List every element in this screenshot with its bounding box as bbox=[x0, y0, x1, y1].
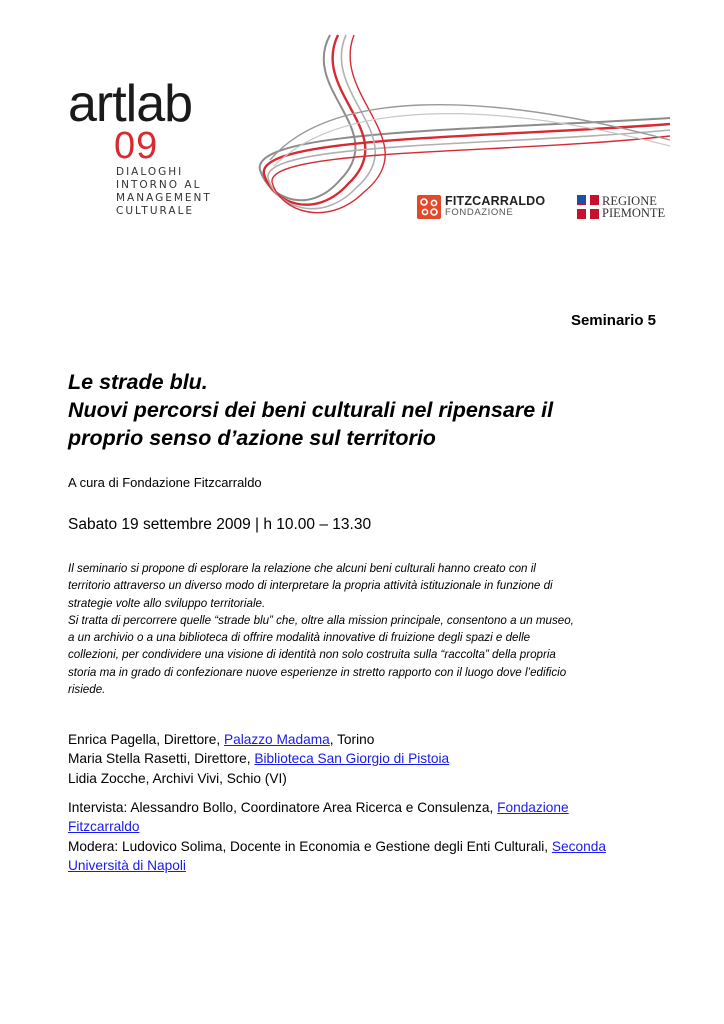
page-title bbox=[68, 368, 668, 452]
palazzo-madama-link[interactable]: Palazzo Madama bbox=[223, 732, 330, 747]
fitzcarraldo-icon bbox=[417, 195, 441, 219]
description-line: territorio attraverso un diverso modo di interpretare la propria attività istituzionale in funzione di bbox=[68, 579, 553, 593]
event-date: Sabato 19 settembre 2009 | h 10.00 – 13.30 bbox=[68, 516, 372, 533]
logo-tagline bbox=[116, 166, 212, 218]
curator: A cura di Fondazione Fitzcarraldo bbox=[68, 475, 262, 490]
description bbox=[68, 560, 668, 698]
fitzcarraldo-name: FITZCARRALDO bbox=[445, 194, 546, 208]
title-line: proprio senso d’azione sul territorio bbox=[68, 426, 436, 450]
speaker-row bbox=[68, 749, 449, 768]
universita-napoli-link-cont[interactable]: Università di Napoli bbox=[68, 858, 186, 874]
speaker-text: Lidia Zocche, Archivi Vivi, Schio (VI) bbox=[68, 770, 287, 786]
fitzcarraldo-logo bbox=[417, 195, 545, 219]
moderators-list bbox=[68, 798, 606, 876]
moderator-row-cont bbox=[68, 856, 606, 875]
regione-piemonte-logo bbox=[577, 195, 665, 219]
fondazione-fitzcarraldo-link[interactable]: Fondazione bbox=[497, 800, 569, 815]
header bbox=[0, 0, 724, 260]
description-line: Il seminario si propone di esplorare la relazione che alcuni beni culturali hanno creato con il bbox=[68, 562, 536, 575]
interview-text: Intervista: Alessandro Bollo, Coordinatore Area Ricerca e Consulenza, bbox=[68, 800, 498, 815]
moderator-row bbox=[68, 837, 606, 856]
interview-row bbox=[68, 798, 606, 817]
description-line: storia ma in grado di confezionare nuove esperienze in stretto rapporto con il luogo dove l’edificio bbox=[68, 665, 567, 679]
speakers-list bbox=[68, 730, 449, 788]
seminar-label: Seminario 5 bbox=[570, 312, 656, 329]
biblioteca-pistoia-link[interactable]: Biblioteca San Giorgio di Pistoia bbox=[254, 751, 450, 767]
moderator-text: Modera: Ludovico Solima, Docente in Economia e Gestione degli Enti Culturali, bbox=[68, 838, 552, 854]
description-line: collezioni, per condividere una visione di identità non solo costruita sulla “raccolta” della propria bbox=[68, 648, 556, 662]
speaker-text: , Torino bbox=[329, 732, 375, 747]
description-line: risiede. bbox=[68, 683, 106, 697]
speaker-text: Maria Stella Rasetti, Direttore, bbox=[68, 751, 255, 767]
logo-number: 09 bbox=[114, 125, 159, 167]
fitzcarraldo-sub: FONDAZIONE bbox=[445, 207, 514, 218]
regione-line1: REGIONE bbox=[602, 194, 657, 208]
speaker-row bbox=[68, 769, 449, 788]
description-line: a un archivio o a una biblioteca di offrire modalità innovative di fruizione degli spazi e delle bbox=[68, 631, 531, 645]
artlab-logo bbox=[68, 75, 212, 218]
logo-wordmark: artlab bbox=[68, 75, 193, 133]
regione-shield-icon bbox=[577, 195, 599, 219]
tagline-line: CULTURALE bbox=[116, 205, 195, 217]
fondazione-fitzcarraldo-link-cont[interactable]: Fitzcarraldo bbox=[68, 819, 140, 835]
title-line: Le strade blu. bbox=[68, 370, 208, 394]
tagline-line: INTORNO AL bbox=[116, 179, 202, 191]
speaker-text: Enrica Pagella, Direttore, bbox=[68, 732, 224, 747]
description-line: strategie volte allo sviluppo territoriale. bbox=[68, 596, 266, 610]
interview-row-cont bbox=[68, 817, 606, 836]
speaker-row bbox=[68, 730, 449, 749]
tagline-line: DIALOGHI bbox=[116, 166, 184, 178]
tagline-line: MANAGEMENT bbox=[116, 192, 212, 204]
description-line: Si tratta di percorrere quelle “strade blu” che, oltre alla mission principale, consentono a un museo, bbox=[68, 613, 574, 627]
regione-line2: PIEMONTE bbox=[602, 206, 666, 220]
title-line: Nuovi percorsi dei beni culturali nel ripensare il bbox=[68, 398, 554, 422]
universita-napoli-link[interactable]: Seconda bbox=[551, 838, 606, 854]
